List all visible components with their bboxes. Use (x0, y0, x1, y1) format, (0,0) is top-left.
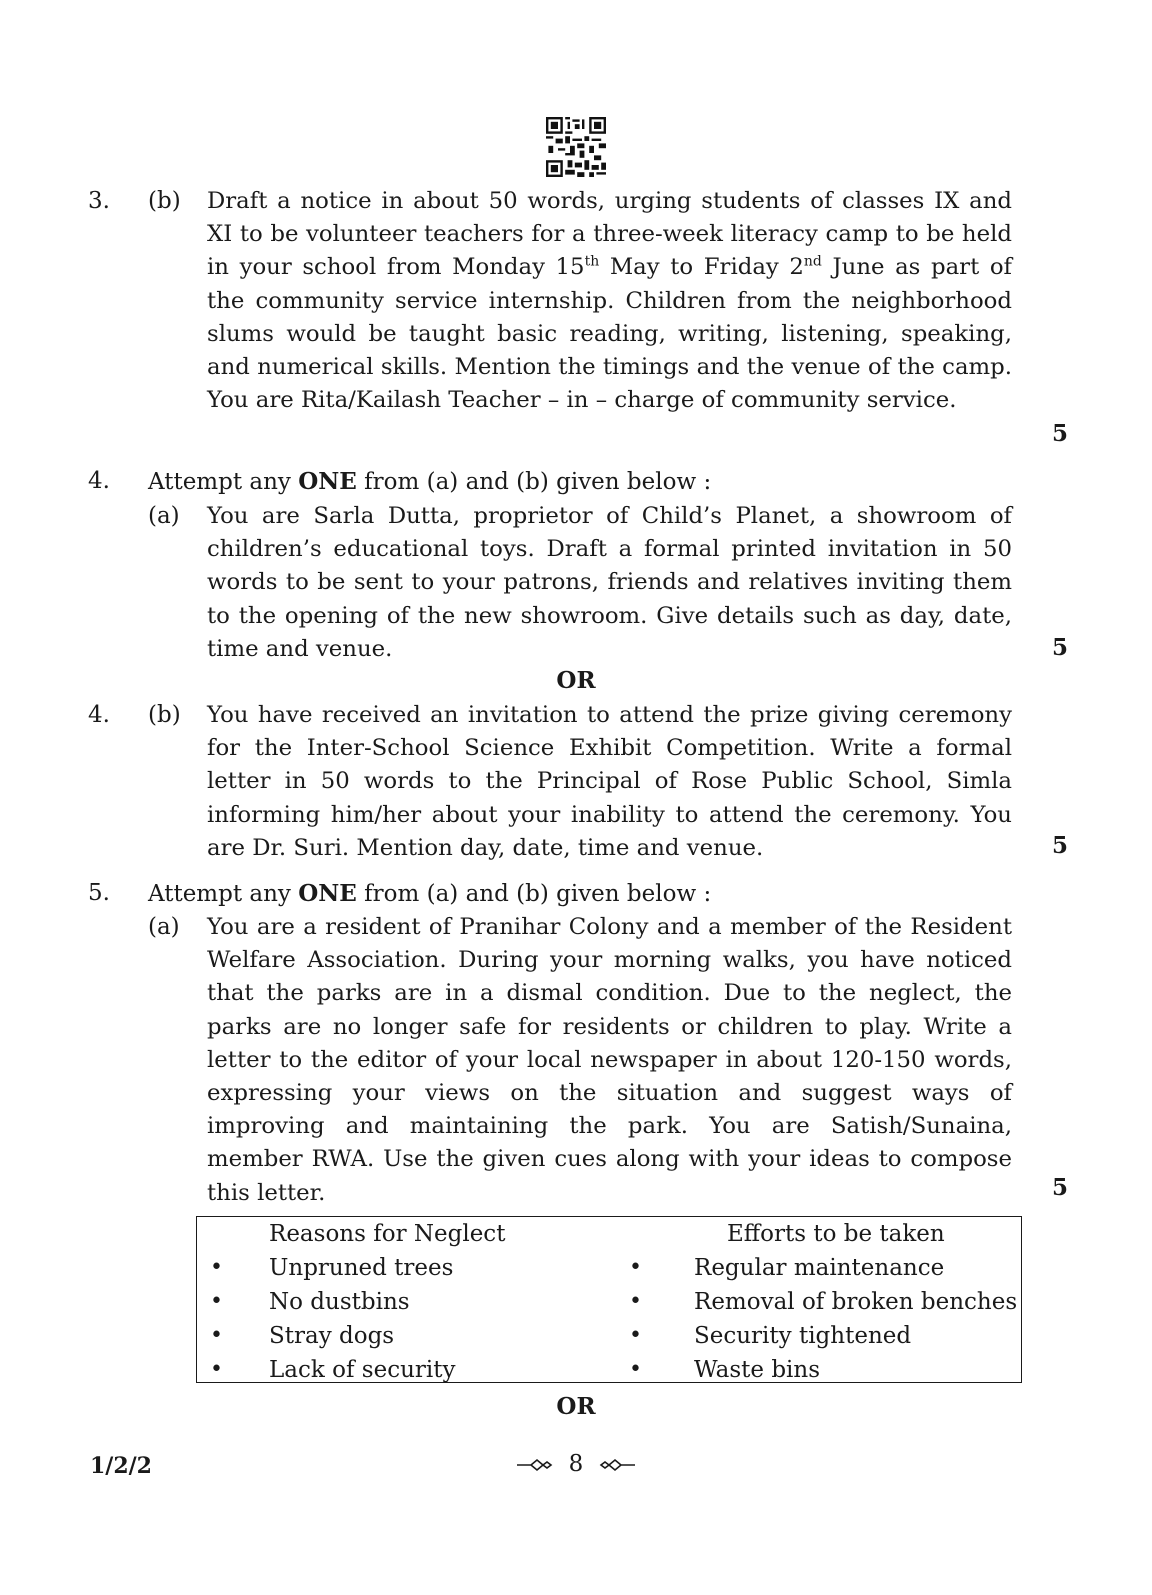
page-number: 8 (568, 1451, 584, 1477)
question-text: Draft a notice in about 50 words, urging students of classes IX and XI to be volunteer teachers for a three-week literacy camp to be held in your school from Monday 15th May to Friday 2nd June as part of the community service internship. Children from the neighborhood slums would be taught basic reading, writing, listening, speaking, and numerical skills. Mention the timings and the venue of the camp. You are Rita/Kailash Teacher – in – charge of community service. (207, 188, 1012, 414)
question-part: (a) (148, 503, 180, 529)
bullet-icon: • (629, 1255, 642, 1280)
cues-table (196, 1216, 1022, 1383)
cue-item: Regular maintenance (694, 1255, 945, 1281)
cue-item: Waste bins (694, 1357, 821, 1383)
marks: 5 (1052, 832, 1069, 859)
ornament-right-icon (597, 1458, 635, 1472)
question-text: You have received an invitation to attend the prize giving ceremony for the Inter-School Science Exhibit Competition. Write a formal letter in 50 words to the Principal of Rose Public School, Simla informing him/her about your inability to attend the ceremony. You are Dr. Suri. Mention day, date, time and venue. (207, 702, 1012, 861)
bullet-icon: • (210, 1323, 223, 1348)
bullet-icon: • (210, 1255, 223, 1280)
question-text: You are a resident of Pranihar Colony and a member of the Resident Welfare Association. During your morning walks, you have noticed that the parks are in a dismal condition. Due to the neglect, the parks are no longer safe for residents or children to play. Write a letter to the editor of your local newspaper in about 120-150 words, expressing your views on the situation and suggest ways of improving and maintaining the park. You are Satish/Sunaina, member RWA. Use the given cues along with your ideas to compose this letter. (207, 914, 1012, 1206)
or-separator: OR (556, 667, 596, 694)
question-part: (a) (148, 914, 180, 940)
question-intro: Attempt any ONE from (a) and (b) given below : (148, 468, 712, 495)
page-number-block (0, 1451, 1152, 1477)
marks: 5 (1052, 1174, 1069, 1201)
marks: 5 (1052, 634, 1069, 661)
question-text: You are Sarla Dutta, proprietor of Child’s Planet, a showroom of children’s educational toys. Draft a formal printed invitation in 50 words to be sent to your patrons, friends and relatives inviting them to the opening of the new showroom. Give details such as day, date, time and venue. (207, 503, 1012, 662)
or-separator: OR (556, 1393, 596, 1420)
cues-left-heading: Reasons for Neglect (269, 1221, 506, 1247)
qr-code-icon (546, 117, 606, 177)
question-intro: Attempt any ONE from (a) and (b) given below : (148, 880, 712, 907)
cue-item: Security tightened (694, 1323, 912, 1349)
cues-right-heading: Efforts to be taken (727, 1221, 945, 1247)
bullet-icon: • (629, 1323, 642, 1348)
question-number: 4. (88, 468, 110, 494)
cue-item: Stray dogs (269, 1323, 395, 1349)
bullet-icon: • (629, 1357, 642, 1382)
cue-item: Unpruned trees (269, 1255, 454, 1281)
bullet-icon: • (629, 1289, 642, 1314)
marks: 5 (1052, 420, 1069, 447)
cue-item: Lack of security (269, 1357, 456, 1383)
cue-item: No dustbins (269, 1289, 410, 1315)
bullet-icon: • (210, 1289, 223, 1314)
question-part: (b) (148, 702, 181, 728)
cue-item: Removal of broken benches (694, 1289, 1018, 1315)
question-number: 4. (88, 702, 110, 728)
question-number: 5. (88, 880, 110, 906)
question-number: 3. (88, 188, 110, 214)
paper-code: 1/2/2 (90, 1453, 152, 1479)
bullet-icon: • (210, 1357, 223, 1382)
ornament-left-icon (517, 1458, 555, 1472)
question-part: (b) (148, 188, 181, 214)
